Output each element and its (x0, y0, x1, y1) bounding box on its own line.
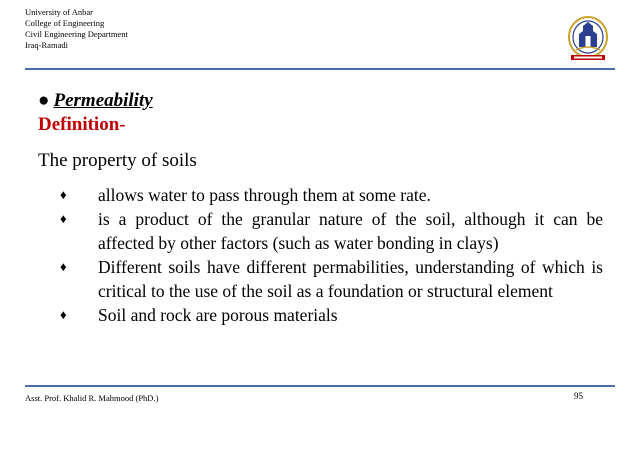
diamond-bullet-icon: ♦ (60, 211, 67, 226)
institution-header (25, 7, 128, 51)
header-department: Civil Engineering Department (25, 29, 128, 39)
list-item (38, 303, 603, 327)
definition-label: Definition- (38, 114, 126, 135)
bullet-text: Soil and rock are porous materials (98, 305, 338, 325)
university-emblem-icon (562, 14, 614, 64)
header-university: University of Anbar (25, 7, 93, 17)
bullet-text: Different soils have different permabilities, understanding of which is critical to the use of the soil as a foundation or structural element (98, 257, 603, 301)
diamond-bullet-icon: ♦ (60, 187, 67, 202)
footer-divider (25, 385, 615, 387)
header-college: College of Engineering (25, 18, 105, 28)
heading-text: Permeability (53, 90, 153, 111)
diamond-bullet-icon: ♦ (60, 307, 67, 322)
list-item (38, 183, 603, 207)
list-item (38, 255, 603, 303)
bullet-list (38, 183, 603, 327)
bullet-text: is a product of the granular nature of the soil, although it can be affected by other factors (such as water bonding in clays) (98, 209, 603, 253)
section-heading (38, 90, 153, 112)
list-item (38, 207, 603, 255)
intro-text: The property of soils (38, 150, 197, 171)
page-number: 95 (574, 391, 583, 401)
bullet-text: allows water to pass through them at some rate. (98, 185, 431, 205)
footer-author: Asst. Prof. Khalid R. Mahmood (PhD.) (25, 393, 159, 403)
heading-bullet: ● (38, 90, 50, 111)
header-location: Iraq-Ramadi (25, 40, 68, 50)
diamond-bullet-icon: ♦ (60, 259, 67, 274)
header-divider (25, 68, 615, 70)
